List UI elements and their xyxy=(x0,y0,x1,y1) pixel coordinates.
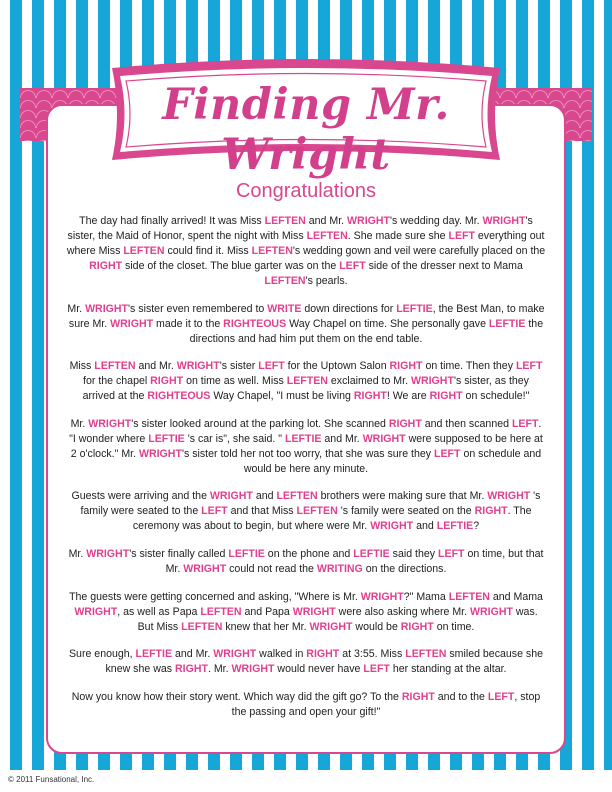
story-text: , stop the passing and open your gift!" xyxy=(231,690,541,718)
keyword: LEFTEN xyxy=(94,360,136,373)
keyword: LEFTEN xyxy=(405,648,447,661)
story-text: Sure enough, xyxy=(68,648,136,661)
story-text: , as well as Papa xyxy=(117,605,201,618)
keyword: RIGHT xyxy=(429,390,463,403)
story-paragraph xyxy=(66,302,546,347)
story-heading: Congratulations xyxy=(235,180,377,202)
keyword: WRIGHT xyxy=(231,663,275,676)
story-text: . "I wonder where xyxy=(69,417,542,445)
keyword: WRIGHT xyxy=(410,375,454,388)
story-text: and Mr. xyxy=(305,215,348,227)
story-paragraphs xyxy=(66,214,546,720)
story-text: and that Miss xyxy=(227,505,297,518)
story-text: knew that her Mr. xyxy=(222,620,310,633)
keyword: LEFTIE xyxy=(436,520,474,533)
keyword: WRIGHT xyxy=(347,215,391,227)
story-text: 's family were seated on the xyxy=(337,505,475,518)
keyword: WRIGHT xyxy=(482,215,526,227)
story-text: on the directions. xyxy=(362,562,447,575)
story-text: 's sister told her not too worry, that she was sure they xyxy=(181,447,435,460)
keyword: LEFTIE xyxy=(135,648,173,661)
keyword: RIGHT xyxy=(389,360,423,373)
story-paragraph xyxy=(66,590,546,635)
keyword: RIGHT xyxy=(150,375,184,388)
story-text: the directions and had him put them on the end table. xyxy=(189,317,544,345)
story-text: and Papa xyxy=(241,605,293,618)
keyword: WRIGHT xyxy=(86,547,130,560)
keyword: LEFTIE xyxy=(228,547,265,560)
story-text: 's wedding gown and veil were carefully placed on the xyxy=(292,245,546,257)
story-text: ?" Mama xyxy=(403,590,449,603)
story-text: Mr. xyxy=(67,302,86,315)
keyword: WRITING xyxy=(316,562,363,575)
story-paragraph xyxy=(66,647,546,677)
story-text: smiled because she knew she was xyxy=(105,648,543,676)
story-text: down directions for xyxy=(301,302,397,315)
story-text: on time, but that Mr. xyxy=(165,547,544,575)
story-text: was. But Miss xyxy=(137,605,538,633)
story-text: . The ceremony was about to begin, but where were Mr. xyxy=(132,505,532,533)
story-text: 's sister finally called xyxy=(129,547,229,560)
story-text: Now you know how their story went. Which way did the gift go? To the xyxy=(71,690,402,703)
keyword: LEFT xyxy=(448,230,475,242)
story-text: Mr. xyxy=(70,417,89,430)
keyword: WRIGHT xyxy=(370,520,414,533)
story-text: would never have xyxy=(274,663,364,676)
keyword: LEFT xyxy=(511,417,539,430)
story-text: and then scanned xyxy=(421,417,512,430)
keyword: WRIGHT xyxy=(176,360,220,373)
keyword: LEFTEN xyxy=(296,505,338,518)
story-text: , the Best Man, to make sure Mr. xyxy=(68,302,545,330)
story-text: Mr. xyxy=(68,547,87,560)
story-text: 's family were seated to the xyxy=(80,490,541,518)
keyword: LEFTEN xyxy=(448,590,490,603)
keyword: RIGHT xyxy=(89,260,123,272)
keyword: WRIGHT xyxy=(138,447,182,460)
keyword: RIGHT xyxy=(400,620,434,633)
story-text: Way Chapel on time. She personally gave xyxy=(286,317,489,330)
keyword: WRIGHT xyxy=(88,417,132,430)
story-text: would be xyxy=(352,620,401,633)
keyword: LEFTEN xyxy=(306,230,348,242)
keyword: WRIGHT xyxy=(292,605,336,618)
keyword: LEFTEN xyxy=(264,275,306,287)
story-text: 's wedding day. Mr. xyxy=(390,215,483,227)
keyword: WRIGHT xyxy=(110,317,154,330)
keyword: LEFTEN xyxy=(123,245,165,257)
story-text: said they xyxy=(389,547,439,560)
keyword: WRIGHT xyxy=(85,302,129,315)
keyword: RIGHTEOUS xyxy=(147,390,211,403)
keyword: LEFT xyxy=(515,360,543,373)
story-text: on schedule!" xyxy=(462,390,530,403)
story-text: and to the xyxy=(434,690,488,703)
story-text: on time. Then they xyxy=(422,360,516,373)
keyword: LEFT xyxy=(434,447,461,460)
story-text: and Mr. xyxy=(172,648,214,661)
keyword: WRIGHT xyxy=(360,590,404,603)
keyword: LEFTEN xyxy=(181,620,223,633)
keyword: RIGHTEOUS xyxy=(223,317,287,330)
story-text: side of the closet. The blue garter was on the xyxy=(122,260,340,272)
keyword: WRIGHT xyxy=(209,490,253,503)
story-text: 's sister even remembered to xyxy=(128,302,268,315)
story-text: . Mr. xyxy=(207,663,232,676)
keyword: RIGHT xyxy=(174,663,208,676)
story-text: could find it. Miss xyxy=(164,245,252,257)
story-text: 's car is", she said. " xyxy=(184,432,285,445)
story-text: and Mr. xyxy=(321,432,363,445)
story-content xyxy=(66,180,546,732)
story-text: for the Uptown Salon xyxy=(284,360,390,373)
title-banner xyxy=(104,58,508,180)
story-paragraph xyxy=(66,359,546,404)
story-text: exclaimed to Mr. xyxy=(327,375,411,388)
story-text: 's sister, the Maid of Honor, spent the night with Miss xyxy=(67,215,533,242)
story-text: were also asking where Mr. xyxy=(335,605,470,618)
story-text: Guests were arriving and the xyxy=(71,490,210,503)
keyword: LEFTEN xyxy=(251,245,293,257)
story-paragraph xyxy=(66,690,546,720)
story-text: The guests were getting concerned and asking, "Where is Mr. xyxy=(69,590,361,603)
story-text: and Mama xyxy=(489,590,543,603)
story-text: 's pearls. xyxy=(305,275,348,287)
keyword: LEFT xyxy=(339,260,366,272)
story-paragraph xyxy=(66,547,546,577)
keyword: RIGHT xyxy=(353,390,387,403)
keyword: LEFTEN xyxy=(264,215,306,227)
keyword: LEFT xyxy=(487,690,515,703)
keyword: RIGHT xyxy=(474,505,508,518)
story-text: at 3:55. Miss xyxy=(339,648,406,661)
keyword: LEFT xyxy=(258,360,285,373)
story-text: 's sister, as they arrived at the xyxy=(82,375,529,403)
story-text: . She made sure she xyxy=(347,230,449,242)
story-text: on time as well. Miss xyxy=(183,375,287,388)
keyword: RIGHT xyxy=(306,648,340,661)
keyword: WRIGHT xyxy=(309,620,353,633)
story-paragraph xyxy=(66,417,546,477)
keyword: WRIGHT xyxy=(469,605,513,618)
copyright-notice: © 2011 Funsational, Inc. xyxy=(8,775,95,784)
keyword: RIGHT xyxy=(401,690,435,703)
story-text: on the phone and xyxy=(264,547,354,560)
story-text: for the chapel xyxy=(83,375,151,388)
story-text: made it to the xyxy=(153,317,224,330)
story-text: 's sister xyxy=(219,360,259,373)
story-text: on time. xyxy=(433,620,475,633)
keyword: WRIGHT xyxy=(487,490,531,503)
keyword: LEFTIE xyxy=(284,432,322,445)
story-text: and xyxy=(252,490,277,503)
story-paragraph xyxy=(66,489,546,534)
story-text: 's sister looked around at the parking lot. She scanned xyxy=(131,417,389,430)
page-title: Finding Mr. Wright xyxy=(162,80,450,180)
keyword: LEFTIE xyxy=(396,302,433,315)
keyword: WRIGHT xyxy=(362,432,406,445)
keyword: RIGHT xyxy=(388,417,422,430)
story-text: side of the dresser next to Mama xyxy=(365,260,523,272)
story-paragraph xyxy=(66,214,546,289)
keyword: LEFTEN xyxy=(200,605,242,618)
story-text: ? xyxy=(473,520,480,533)
keyword: LEFTEN xyxy=(276,490,318,503)
keyword: LEFT xyxy=(201,505,228,518)
keyword: WRIGHT xyxy=(183,562,227,575)
story-text: on schedule and would be here any minute. xyxy=(243,447,542,475)
story-text: everything out where Miss xyxy=(66,230,545,257)
keyword: LEFT xyxy=(438,547,465,560)
keyword: WRITE xyxy=(267,302,302,315)
keyword: LEFTIE xyxy=(488,317,526,330)
story-text: and xyxy=(413,520,437,533)
keyword: LEFTEN xyxy=(286,375,328,388)
keyword: WRIGHT xyxy=(74,605,118,618)
story-text: were supposed to be here at 2 o'clock." Mr. xyxy=(70,432,543,460)
story-text: ! We are xyxy=(386,390,430,403)
story-text: The day had finally arrived! It was Miss xyxy=(79,215,265,227)
keyword: LEFTIE xyxy=(353,547,390,560)
keyword: LEFTIE xyxy=(148,432,185,445)
story-text: Way Chapel, "I must be living xyxy=(210,390,354,403)
keyword: WRIGHT xyxy=(213,648,257,661)
story-text: her standing at the altar. xyxy=(389,663,507,676)
keyword: LEFT xyxy=(363,663,390,676)
story-text: Miss xyxy=(69,360,95,373)
story-text: could not read the xyxy=(226,562,317,575)
story-text: and Mr. xyxy=(135,360,177,373)
story-text: brothers were making sure that Mr. xyxy=(317,490,488,503)
story-text: walked in xyxy=(256,648,307,661)
